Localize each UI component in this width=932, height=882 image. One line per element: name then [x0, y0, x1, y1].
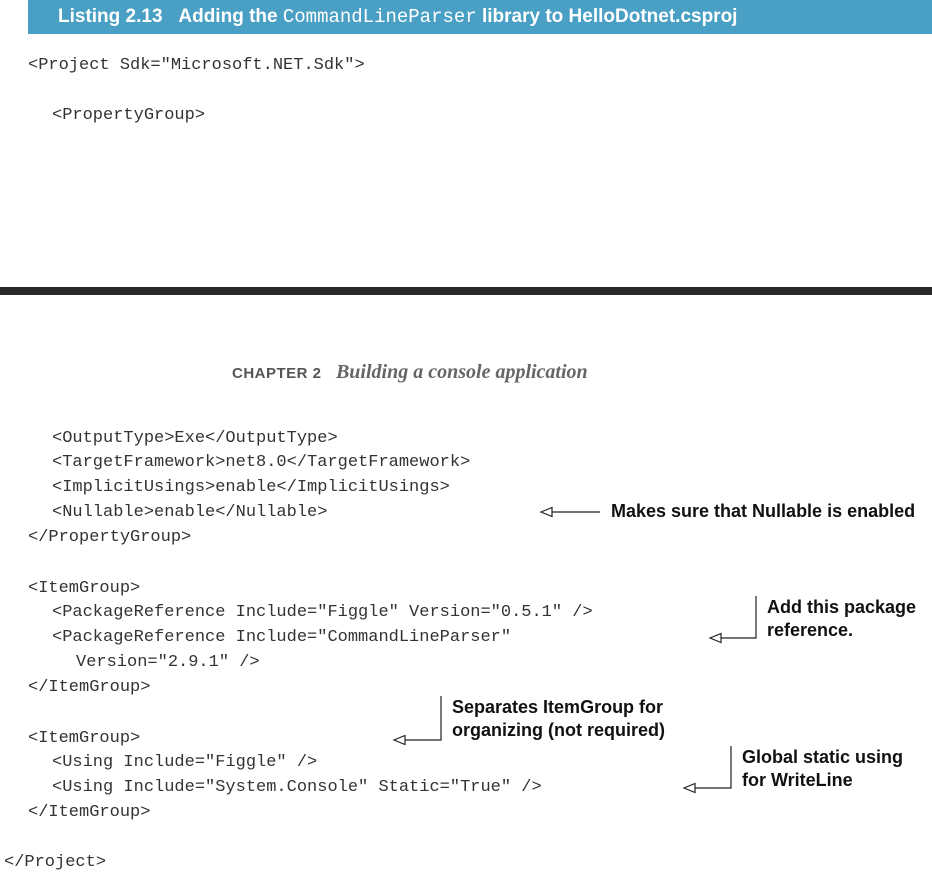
annotation-package-ref-line2: reference.	[767, 620, 854, 640]
annotation-nullable: Makes sure that Nullable is enabled	[611, 501, 916, 521]
global-using-arrow	[684, 746, 731, 793]
annotation-global-using	[742, 746, 903, 792]
code-line-targetframework: <TargetFramework>net8.0</TargetFramework>	[52, 453, 471, 472]
package-ref-arrow	[710, 596, 756, 643]
code-line-packageref-commandlineparser: <PackageReference Include="CommandLineParser"	[52, 628, 512, 647]
annotation-package-ref-line1: Add this package	[767, 597, 917, 617]
listing-title-suffix: library to HelloDotnet.csproj	[481, 6, 738, 27]
code-line-using-figgle: <Using Include="Figgle" />	[52, 753, 318, 772]
annotation-global-using-line2: for WriteLine	[742, 770, 853, 790]
listing-title-code: CommandLineParser	[282, 6, 477, 28]
annotation-package-ref	[767, 596, 916, 642]
chapter-title: Building a console application	[335, 361, 588, 383]
code-line-project-open: <Project Sdk="Microsoft.NET.Sdk">	[28, 56, 365, 75]
annotation-global-using-line1: Global static using	[742, 747, 904, 767]
code-line-packageref-figgle: <PackageReference Include="Figgle" Version="0.5.1" />	[52, 603, 593, 622]
code-line-itemgroup-close-2: </ItemGroup>	[28, 803, 151, 822]
code-line-nullable: <Nullable>enable</Nullable>	[52, 503, 328, 522]
annotation-separates-line1: Separates ItemGroup for	[452, 697, 664, 717]
code-line-itemgroup-open-2: <ItemGroup>	[28, 729, 141, 748]
code-line-project-close: </Project>	[4, 853, 107, 872]
code-line-outputtype: <OutputType>Exe</OutputType>	[52, 429, 338, 448]
code-line-using-console: <Using Include="System.Console" Static="True" />	[52, 778, 542, 797]
code-line-packageref-version: Version="2.9.1" />	[76, 653, 260, 672]
chapter-label: CHAPTER 2	[232, 365, 322, 382]
separates-arrow	[394, 696, 441, 745]
nullable-arrow	[541, 508, 600, 517]
listing-title-prefix: Adding the	[178, 6, 278, 27]
code-line-propertygroup-open: <PropertyGroup>	[52, 106, 206, 125]
annotation-separates	[452, 696, 665, 742]
annotation-separates-line2: organizing (not required)	[452, 720, 665, 740]
code-line-itemgroup-open: <ItemGroup>	[28, 579, 141, 598]
code-line-implicitusings: <ImplicitUsings>enable</ImplicitUsings>	[52, 478, 450, 497]
code-line-itemgroup-close: </ItemGroup>	[28, 678, 151, 697]
code-line-propertygroup-close: </PropertyGroup>	[28, 528, 192, 547]
listing-label: Listing 2.13	[58, 6, 163, 27]
